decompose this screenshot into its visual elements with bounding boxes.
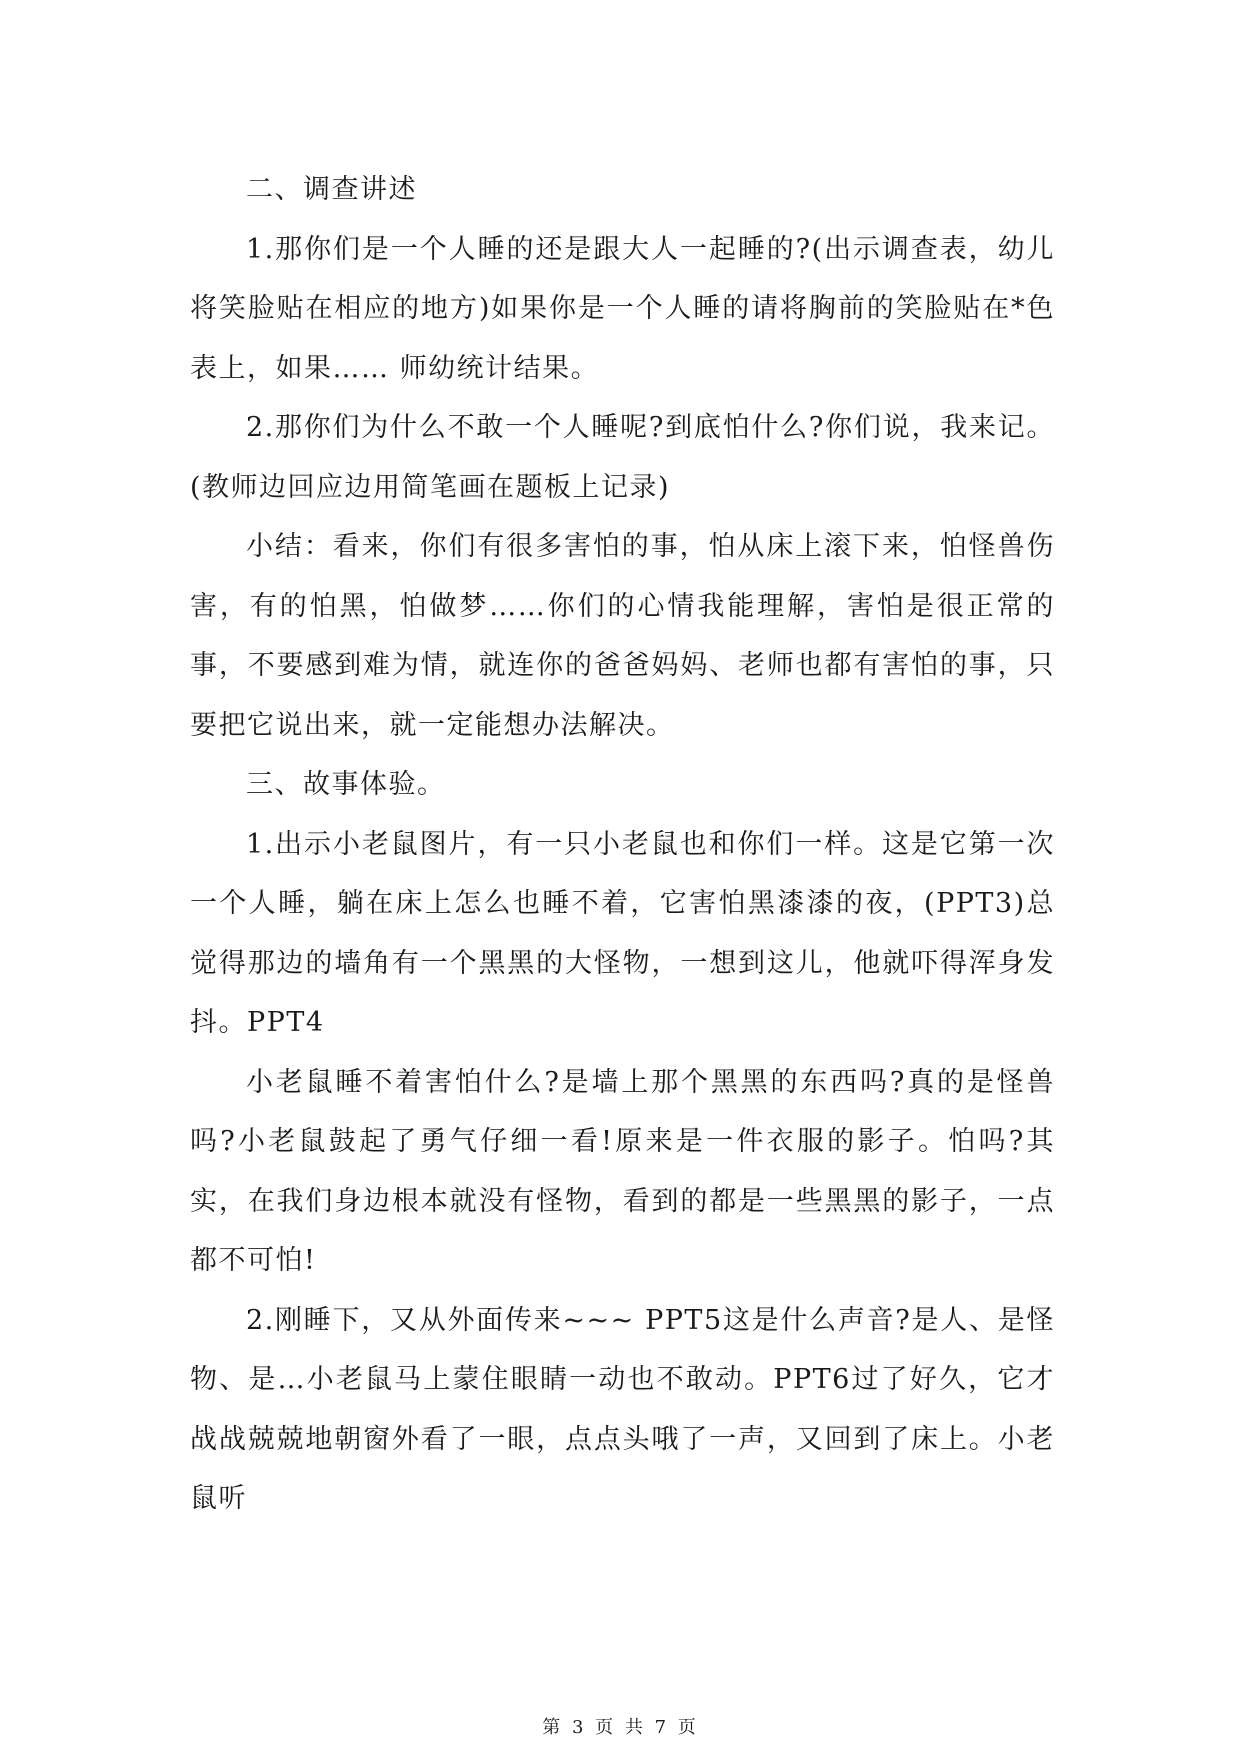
paragraph-story-2: 2.刚睡下，又从外面传来~~~ PPT5这是什么声音?是人、是怪物、是…小老鼠马上蒙住眼睛一动也不敢动。PPT6过了好久，它才战战兢兢地朝窗外看了一眼，点点头哦了一声，又回到了床上。小老鼠听 [190,1304,1055,1514]
paragraph-survey-question-1: 1.那你们是一个人睡的还是跟大人一起睡的?(出示调查表，幼儿将笑脸贴在相应的地方)如果你是一个人睡的请将胸前的笑脸贴在*色表上，如果…… 师幼统计结果。 [190,233,1055,384]
paragraph-summary: 小结：看来，你们有很多害怕的事，怕从床上滚下来，怕怪兽伤害，有的怕黑，怕做梦……你们的心情我能理解，害怕是很正常的事，不要感到难为情，就连你的爸爸妈妈、老师也都有害怕的事，只要把它说出来，就一定能想办法解决。 [190,531,1055,741]
document-body [190,160,1055,1529]
paragraph-survey-question-2: 2.那你们为什么不敢一个人睡呢?到底怕什么?你们说，我来记。(教师边回应边用简笔画在题板上记录) [190,412,1055,503]
page-footer: 第 3 页 共 7 页 [542,1717,699,1738]
section-heading-survey: 二、调查讲述 [246,174,417,205]
section-heading-story: 三、故事体验。 [246,769,446,800]
paragraph-story-1: 1.出示小老鼠图片，有一只小老鼠也和你们一样。这是它第一次一个人睡，躺在床上怎么也睡不着，它害怕黑漆漆的夜，(PPT3)总觉得那边的墙角有一个黑黑的大怪物，一想到这儿，他就吓得浑身发抖。PPT4 [190,828,1055,1038]
paragraph-story-shadow: 小老鼠睡不着害怕什么?是墙上那个黑黑的东西吗?真的是怪兽吗?小老鼠鼓起了勇气仔细一看!原来是一件衣服的影子。怕吗?其实，在我们身边根本就没有怪物，看到的都是一些黑黑的影子，一点都不可怕! [190,1066,1055,1276]
